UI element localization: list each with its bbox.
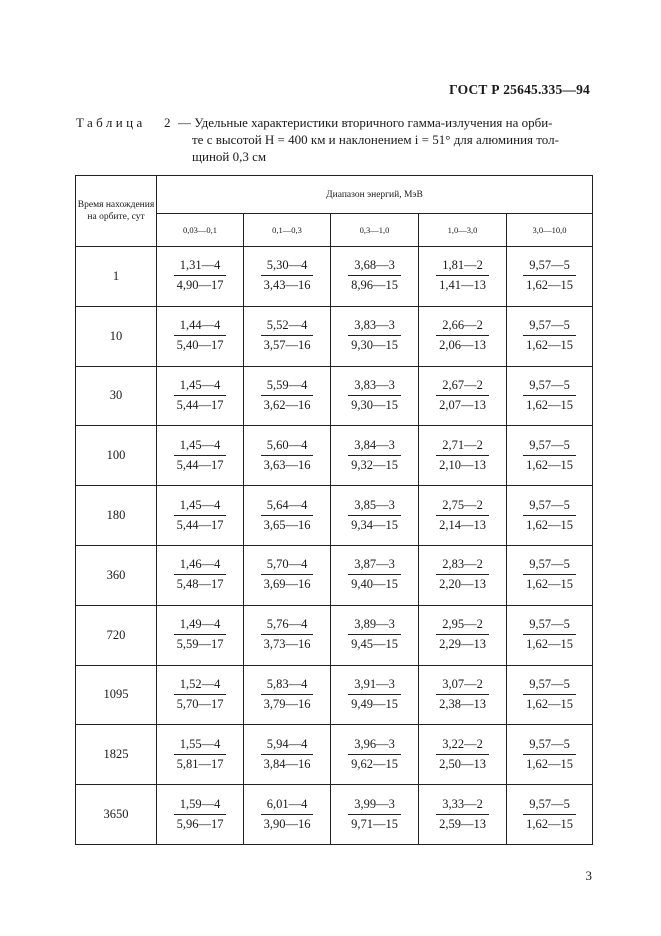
numerator: 2,66—2 xyxy=(436,318,489,336)
numerator: 9,57—5 xyxy=(523,438,576,456)
value-cell xyxy=(419,605,507,665)
value-cell xyxy=(157,665,244,725)
value-cell xyxy=(419,725,507,785)
numerator: 1,81—2 xyxy=(436,258,489,276)
numerator: 1,45—4 xyxy=(174,378,227,396)
numerator: 1,55—4 xyxy=(174,737,227,755)
denominator: 2,29—13 xyxy=(439,637,486,652)
denominator: 1,62—15 xyxy=(526,756,573,771)
table-row xyxy=(76,306,593,366)
denominator: 1,62—15 xyxy=(526,637,573,652)
value-cell xyxy=(157,785,244,845)
fraction xyxy=(436,797,489,832)
numerator: 9,57—5 xyxy=(523,617,576,635)
value-cell xyxy=(419,366,507,426)
table-row xyxy=(76,247,593,307)
fraction xyxy=(348,797,401,832)
denominator: 5,70—17 xyxy=(176,696,224,711)
denominator: 9,34—15 xyxy=(351,517,398,532)
fraction xyxy=(261,318,314,353)
numerator: 2,95—2 xyxy=(436,617,489,635)
value-cell xyxy=(419,545,507,605)
fraction xyxy=(174,318,227,353)
table-row xyxy=(76,486,593,546)
time-cell: 1825 xyxy=(76,725,157,785)
numerator: 9,57—5 xyxy=(523,498,576,516)
denominator: 5,44—17 xyxy=(176,517,224,532)
numerator: 3,83—3 xyxy=(348,378,401,396)
value-cell xyxy=(331,366,419,426)
gamma-characteristics-table xyxy=(75,175,593,845)
table-row xyxy=(76,785,593,845)
value-cell xyxy=(507,665,593,725)
value-cell xyxy=(507,486,593,546)
numerator: 1,59—4 xyxy=(174,797,227,815)
denominator: 9,49—15 xyxy=(351,696,398,711)
fraction xyxy=(348,438,401,473)
denominator: 1,41—13 xyxy=(439,278,486,293)
value-cell xyxy=(507,306,593,366)
energy-column-header: 0,1—0,3 xyxy=(244,214,331,247)
fraction xyxy=(174,737,227,772)
numerator: 9,57—5 xyxy=(523,677,576,695)
denominator: 9,62—15 xyxy=(351,756,398,771)
denominator: 5,44—17 xyxy=(176,397,224,412)
denominator: 1,62—15 xyxy=(526,338,573,353)
denominator: 2,50—13 xyxy=(439,756,486,771)
table-row xyxy=(76,366,593,426)
fraction xyxy=(261,498,314,533)
denominator: 3,57—16 xyxy=(263,338,311,353)
value-cell xyxy=(331,605,419,665)
fraction xyxy=(436,557,489,592)
numerator: 1,46—4 xyxy=(174,557,227,575)
document-code: ГОСТ Р 25645.335—94 xyxy=(449,82,590,97)
caption-line-1: — Удельные характеристики вторичного гамма-излучения на орби- xyxy=(178,115,553,130)
caption-line-3: щиной 0,3 см xyxy=(192,149,267,164)
numerator: 5,64—4 xyxy=(261,498,314,516)
value-cell xyxy=(507,366,593,426)
fraction xyxy=(348,498,401,533)
denominator: 2,20—13 xyxy=(439,577,486,592)
value-cell xyxy=(157,366,244,426)
value-cell xyxy=(244,785,331,845)
numerator: 1,45—4 xyxy=(174,438,227,456)
fraction xyxy=(261,557,314,592)
numerator: 9,57—5 xyxy=(523,557,576,575)
numerator: 5,70—4 xyxy=(261,557,314,575)
fraction xyxy=(261,617,314,652)
denominator: 3,73—16 xyxy=(263,637,311,652)
denominator: 5,59—17 xyxy=(176,637,224,652)
numerator: 9,57—5 xyxy=(523,737,576,755)
value-cell xyxy=(157,605,244,665)
denominator: 1,62—15 xyxy=(526,457,573,472)
caption-number: 2 xyxy=(164,115,171,130)
denominator: 3,62—16 xyxy=(263,397,311,412)
fraction xyxy=(523,438,576,473)
value-cell xyxy=(507,545,593,605)
fraction xyxy=(523,797,576,832)
table-row xyxy=(76,725,593,785)
fraction xyxy=(261,438,314,473)
value-cell xyxy=(244,725,331,785)
fraction xyxy=(436,617,489,652)
energy-range-header: Диапазон энергий, МэВ xyxy=(157,176,593,214)
denominator: 1,62—15 xyxy=(526,278,573,293)
fraction xyxy=(523,318,576,353)
caption-text xyxy=(178,114,590,165)
fraction xyxy=(348,737,401,772)
fraction xyxy=(348,677,401,712)
value-cell xyxy=(419,426,507,486)
denominator: 9,45—15 xyxy=(351,637,398,652)
time-cell: 3650 xyxy=(76,785,157,845)
fraction xyxy=(261,378,314,413)
time-cell: 100 xyxy=(76,426,157,486)
time-cell: 720 xyxy=(76,605,157,665)
table-body xyxy=(76,247,593,845)
time-cell: 180 xyxy=(76,486,157,546)
denominator: 2,14—13 xyxy=(439,517,486,532)
numerator: 3,91—3 xyxy=(348,677,401,695)
numerator: 1,49—4 xyxy=(174,617,227,635)
numerator: 3,89—3 xyxy=(348,617,401,635)
numerator: 2,71—2 xyxy=(436,438,489,456)
energy-column-header: 0,03—0,1 xyxy=(157,214,244,247)
denominator: 3,65—16 xyxy=(263,517,311,532)
time-cell: 1095 xyxy=(76,665,157,725)
denominator: 4,90—17 xyxy=(176,278,224,293)
denominator: 3,43—16 xyxy=(263,278,311,293)
value-cell xyxy=(157,247,244,307)
numerator: 2,67—2 xyxy=(436,378,489,396)
fraction xyxy=(523,617,576,652)
value-cell xyxy=(331,486,419,546)
value-cell xyxy=(244,366,331,426)
fraction xyxy=(174,498,227,533)
denominator: 5,44—17 xyxy=(176,457,224,472)
numerator: 3,99—3 xyxy=(348,797,401,815)
caption-label: Таблица xyxy=(76,115,146,130)
denominator: 2,59—13 xyxy=(439,816,486,831)
value-cell xyxy=(331,785,419,845)
fraction xyxy=(261,737,314,772)
numerator: 3,85—3 xyxy=(348,498,401,516)
fraction xyxy=(348,318,401,353)
numerator: 5,60—4 xyxy=(261,438,314,456)
table-row xyxy=(76,665,593,725)
denominator: 2,07—13 xyxy=(439,397,486,412)
value-cell xyxy=(507,247,593,307)
denominator: 9,30—15 xyxy=(351,397,398,412)
numerator: 1,31—4 xyxy=(174,258,227,276)
denominator: 9,32—15 xyxy=(351,457,398,472)
fraction xyxy=(523,557,576,592)
fraction xyxy=(436,318,489,353)
numerator: 5,30—4 xyxy=(261,258,314,276)
numerator: 2,75—2 xyxy=(436,498,489,516)
fraction xyxy=(174,557,227,592)
value-cell xyxy=(331,725,419,785)
numerator: 3,68—3 xyxy=(348,258,401,276)
value-cell xyxy=(244,665,331,725)
fraction xyxy=(436,438,489,473)
numerator: 3,96—3 xyxy=(348,737,401,755)
table-row xyxy=(76,545,593,605)
value-cell xyxy=(157,306,244,366)
value-cell xyxy=(157,486,244,546)
energy-column-header: 3,0—10,0 xyxy=(507,214,593,247)
fraction xyxy=(523,677,576,712)
value-cell xyxy=(331,247,419,307)
numerator: 5,52—4 xyxy=(261,318,314,336)
fraction xyxy=(348,557,401,592)
time-cell: 1 xyxy=(76,247,157,307)
table-row xyxy=(76,605,593,665)
denominator: 9,40—15 xyxy=(351,577,398,592)
value-cell xyxy=(507,785,593,845)
denominator: 1,62—15 xyxy=(526,397,573,412)
numerator: 9,57—5 xyxy=(523,797,576,815)
numerator: 1,44—4 xyxy=(174,318,227,336)
numerator: 2,83—2 xyxy=(436,557,489,575)
denominator: 5,96—17 xyxy=(176,816,224,831)
numerator: 3,83—3 xyxy=(348,318,401,336)
denominator: 3,79—16 xyxy=(263,696,311,711)
time-cell: 10 xyxy=(76,306,157,366)
fraction xyxy=(174,797,227,832)
fraction xyxy=(174,378,227,413)
fraction xyxy=(436,677,489,712)
fraction xyxy=(348,617,401,652)
denominator: 9,71—15 xyxy=(351,816,398,831)
energy-column-header: 1,0—3,0 xyxy=(419,214,507,247)
denominator: 5,81—17 xyxy=(176,756,224,771)
fraction xyxy=(348,378,401,413)
denominator: 3,69—16 xyxy=(263,577,311,592)
value-cell xyxy=(419,247,507,307)
value-cell xyxy=(244,426,331,486)
numerator: 3,33—2 xyxy=(436,797,489,815)
numerator: 1,45—4 xyxy=(174,498,227,516)
denominator: 2,06—13 xyxy=(439,338,486,353)
fraction xyxy=(523,378,576,413)
time-cell: 360 xyxy=(76,545,157,605)
value-cell xyxy=(244,545,331,605)
fraction xyxy=(523,498,576,533)
numerator: 9,57—5 xyxy=(523,378,576,396)
fraction xyxy=(261,797,314,832)
fraction xyxy=(523,258,576,293)
value-cell xyxy=(244,247,331,307)
value-cell xyxy=(157,426,244,486)
fraction xyxy=(436,258,489,293)
denominator: 3,63—16 xyxy=(263,457,311,472)
numerator: 5,94—4 xyxy=(261,737,314,755)
denominator: 2,38—13 xyxy=(439,696,486,711)
numerator: 5,83—4 xyxy=(261,677,314,695)
denominator: 5,48—17 xyxy=(176,577,224,592)
value-cell xyxy=(419,785,507,845)
table-row xyxy=(76,426,593,486)
denominator: 3,90—16 xyxy=(263,816,311,831)
value-cell xyxy=(331,306,419,366)
fraction xyxy=(174,677,227,712)
value-cell xyxy=(419,306,507,366)
fraction xyxy=(174,438,227,473)
numerator: 6,01—4 xyxy=(261,797,314,815)
numerator: 3,07—2 xyxy=(436,677,489,695)
time-cell: 30 xyxy=(76,366,157,426)
fraction xyxy=(261,258,314,293)
fraction xyxy=(261,677,314,712)
value-cell xyxy=(419,665,507,725)
fraction xyxy=(174,617,227,652)
caption-line-2: те с высотой H = 400 км и наклонением i = 51° для алюминия тол- xyxy=(192,132,559,147)
time-header: Время нахождения на орбите, сут xyxy=(76,176,157,247)
denominator: 5,40—17 xyxy=(176,338,224,353)
value-cell xyxy=(507,725,593,785)
value-cell xyxy=(157,725,244,785)
fraction xyxy=(348,258,401,293)
value-cell xyxy=(244,486,331,546)
fraction xyxy=(436,378,489,413)
denominator: 1,62—15 xyxy=(526,816,573,831)
denominator: 9,30—15 xyxy=(351,338,398,353)
denominator: 1,62—15 xyxy=(526,696,573,711)
numerator: 3,22—2 xyxy=(436,737,489,755)
value-cell xyxy=(331,426,419,486)
numerator: 3,87—3 xyxy=(348,557,401,575)
value-cell xyxy=(157,545,244,605)
denominator: 8,96—15 xyxy=(351,278,398,293)
denominator: 1,62—15 xyxy=(526,577,573,592)
fraction xyxy=(436,498,489,533)
fraction xyxy=(174,258,227,293)
fraction xyxy=(436,737,489,772)
value-cell xyxy=(244,306,331,366)
denominator: 3,84—16 xyxy=(263,756,311,771)
value-cell xyxy=(331,665,419,725)
value-cell xyxy=(244,605,331,665)
value-cell xyxy=(419,486,507,546)
value-cell xyxy=(507,605,593,665)
numerator: 9,57—5 xyxy=(523,318,576,336)
denominator: 2,10—13 xyxy=(439,457,486,472)
numerator: 5,59—4 xyxy=(261,378,314,396)
numerator: 3,84—3 xyxy=(348,438,401,456)
numerator: 9,57—5 xyxy=(523,258,576,276)
denominator: 1,62—15 xyxy=(526,517,573,532)
energy-column-header: 0,3—1,0 xyxy=(331,214,419,247)
numerator: 1,52—4 xyxy=(174,677,227,695)
page-number: 3 xyxy=(585,868,592,883)
numerator: 5,76—4 xyxy=(261,617,314,635)
value-cell xyxy=(507,426,593,486)
fraction xyxy=(523,737,576,772)
value-cell xyxy=(331,545,419,605)
